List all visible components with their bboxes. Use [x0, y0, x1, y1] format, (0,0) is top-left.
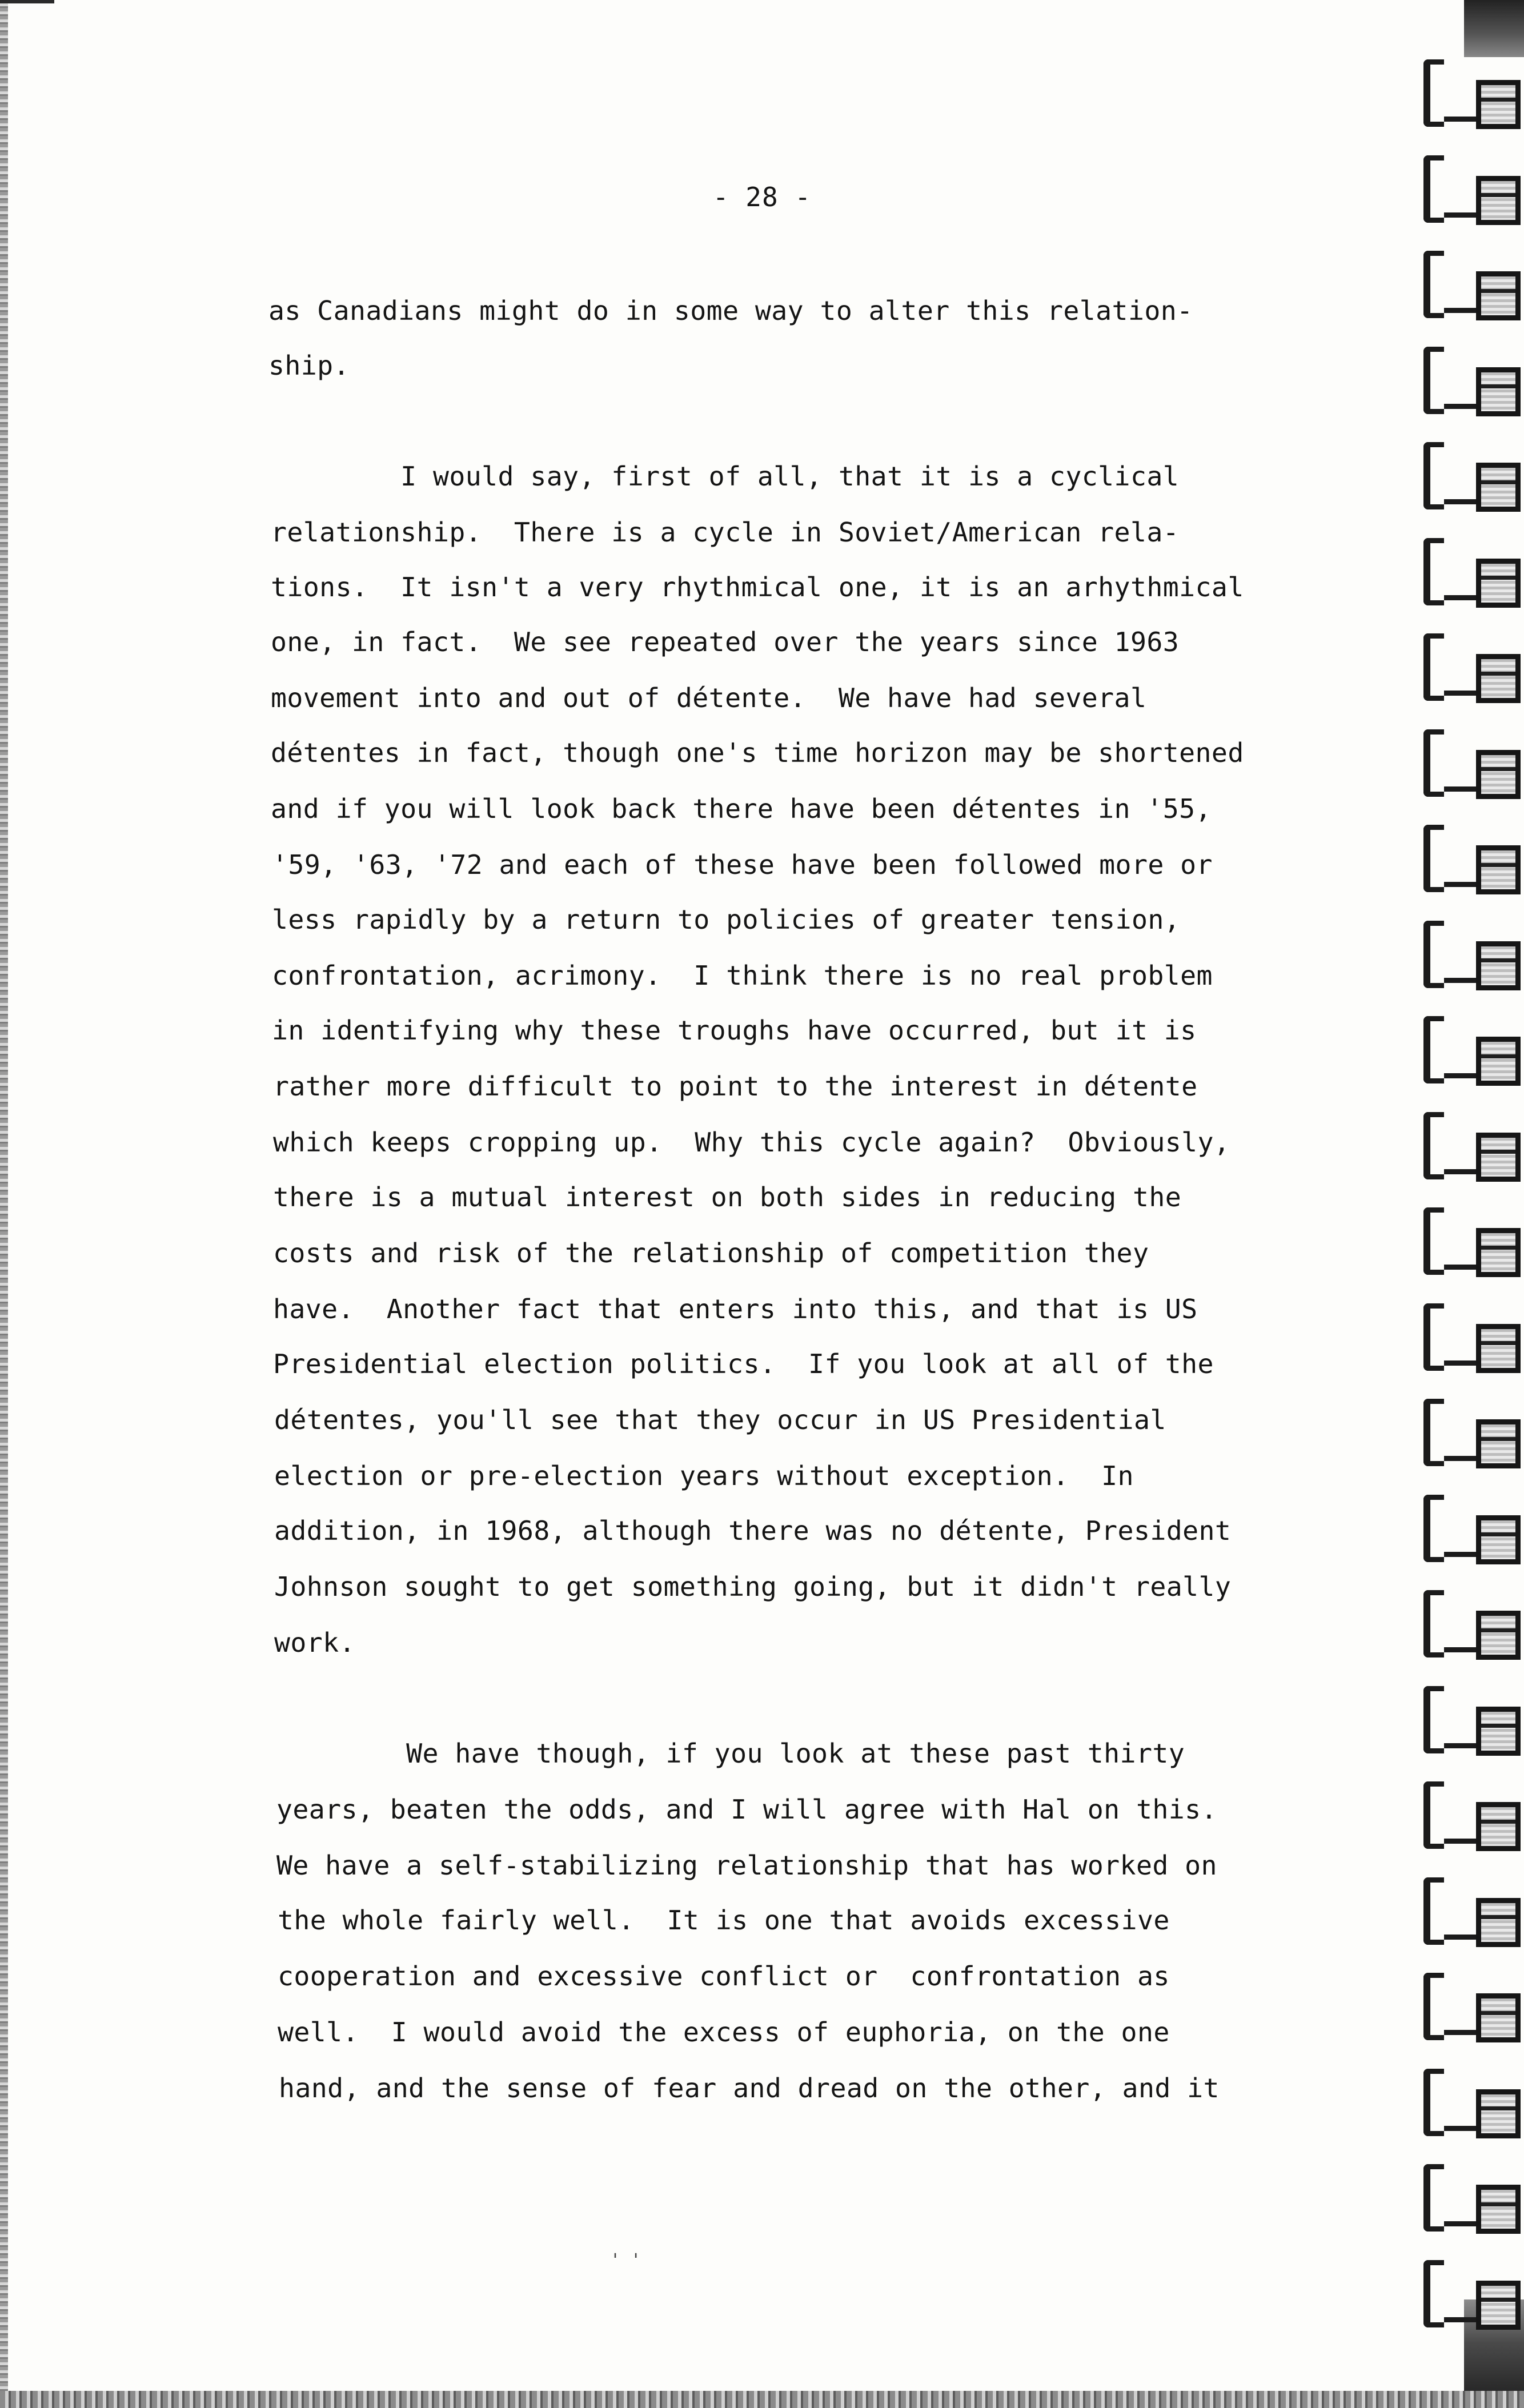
text-line: costs and risk of the relationship of competition they — [273, 1238, 1149, 1269]
coil-wire — [1444, 595, 1476, 600]
binding-hole — [1476, 1228, 1521, 1277]
coil-hook — [1423, 825, 1444, 892]
coil-wire — [1444, 1935, 1476, 1940]
binding-coil — [1423, 1201, 1521, 1286]
coil-hook — [1423, 347, 1444, 414]
binding-hole — [1476, 367, 1521, 416]
binding-coil — [1423, 340, 1521, 426]
binding-coil — [1423, 1105, 1521, 1191]
coil-wire — [1444, 117, 1476, 122]
binding-coil — [1423, 531, 1521, 617]
coil-wire — [1444, 1265, 1476, 1270]
binding-coil — [1423, 627, 1521, 712]
binding-coil — [1423, 2253, 1521, 2339]
binding-hole — [1476, 271, 1521, 320]
binding-coil — [1423, 1775, 1521, 1860]
coil-hook — [1423, 538, 1444, 605]
text-line: Presidential election politics. If you look at all of the — [273, 1349, 1214, 1379]
text-line: détentes in fact, though one's time horizon may be shortened — [271, 737, 1244, 768]
coil-wire — [1444, 2030, 1476, 2035]
coil-hook — [1423, 1016, 1444, 1083]
coil-hook — [1423, 633, 1444, 701]
coil-hook — [1423, 1495, 1444, 1562]
coil-wire — [1444, 1360, 1476, 1366]
coil-hook — [1423, 1686, 1444, 1753]
binding-hole — [1476, 559, 1521, 608]
scan-top-mark — [0, 0, 54, 3]
binding-hole — [1476, 2089, 1521, 2138]
coil-wire — [1444, 1456, 1476, 1461]
text-line: the whole fairly well. It is one that avoids excessive — [278, 1905, 1170, 1936]
coil-hook — [1423, 1590, 1444, 1657]
binding-hole — [1476, 845, 1521, 894]
text-line: détentes, you'll see that they occur in US Presidential — [274, 1404, 1166, 1435]
text-line: one, in fact. We see repeated over the years since 1963 — [271, 627, 1180, 657]
binding-hole — [1476, 2185, 1521, 2234]
binding-hole — [1476, 750, 1521, 799]
binding-coil — [1423, 1009, 1521, 1095]
coil-wire — [1444, 978, 1476, 983]
coil-hook — [1423, 729, 1444, 797]
coil-hook — [1423, 59, 1444, 127]
binding-hole — [1476, 80, 1521, 129]
binding-hole — [1476, 463, 1521, 512]
binding-coil — [1423, 244, 1521, 330]
text-line: years, beaten the odds, and I will agree with Hal on this. — [276, 1794, 1217, 1825]
text-line: election or pre-election years without exception. In — [274, 1460, 1134, 1491]
binding-hole — [1476, 176, 1521, 225]
coil-hook — [1423, 155, 1444, 223]
text-line: less rapidly by a return to policies of greater tension, — [272, 904, 1181, 935]
binding-hole — [1476, 941, 1521, 990]
coil-hook — [1423, 251, 1444, 318]
footer-mark: ' ' — [610, 2250, 641, 2270]
page-number: - 28 - — [712, 182, 812, 212]
binding-coil — [1423, 1679, 1521, 1765]
binding-coil — [1423, 1583, 1521, 1669]
binding-coil — [1423, 1871, 1521, 1956]
text-line: as Canadians might do in some way to alter this relation- — [268, 295, 1193, 326]
text-line: I would say, first of all, that it is a cyclical — [271, 461, 1180, 492]
binding-coil — [1423, 818, 1521, 904]
coil-wire — [1444, 308, 1476, 313]
text-line: relationship. There is a cycle in Soviet/American rela- — [271, 517, 1180, 548]
binding-top-cap — [1464, 0, 1524, 57]
coil-hook — [1423, 1207, 1444, 1275]
coil-hook — [1423, 1973, 1444, 2040]
coil-wire — [1444, 882, 1476, 887]
binding-coil — [1423, 914, 1521, 1000]
coil-wire — [1444, 2221, 1476, 2226]
binding-coil — [1423, 1392, 1521, 1478]
text-line: there is a mutual interest on both sides in reducing the — [273, 1182, 1182, 1213]
coil-wire — [1444, 499, 1476, 504]
coil-wire — [1444, 1647, 1476, 1652]
scan-bottom-edge — [0, 2391, 1524, 2408]
text-line: and if you will look back there have been détentes in '55, — [271, 793, 1212, 824]
binding-coil — [1423, 1297, 1521, 1382]
coil-wire — [1444, 1839, 1476, 1844]
text-line: work. — [274, 1627, 355, 1658]
binding-hole — [1476, 1515, 1521, 1564]
binding-coil — [1423, 1966, 1521, 2052]
spiral-binding — [1415, 0, 1524, 2408]
text-line: which keeps cropping up. Why this cycle again? Obviously, — [273, 1127, 1230, 1158]
binding-hole — [1476, 2281, 1521, 2330]
binding-hole — [1476, 1324, 1521, 1373]
coil-hook — [1423, 1781, 1444, 1849]
coil-wire — [1444, 2126, 1476, 2131]
binding-coil — [1423, 435, 1521, 521]
text-line: Johnson sought to get something going, but it didn't really — [274, 1571, 1232, 1602]
scan-left-edge — [0, 0, 8, 2408]
coil-wire — [1444, 212, 1476, 218]
text-line: '59, '63, '72 and each of these have been followed more or — [272, 849, 1213, 880]
coil-hook — [1423, 442, 1444, 509]
binding-hole — [1476, 1707, 1521, 1756]
text-line: confrontation, acrimony. I think there is no real problem — [272, 960, 1213, 991]
text-line: tions. It isn't a very rhythmical one, it is an arhythmical — [271, 572, 1244, 603]
coil-hook — [1423, 2260, 1444, 2327]
binding-hole — [1476, 1133, 1521, 1182]
coil-wire — [1444, 1169, 1476, 1174]
text-line: have. Another fact that enters into this, and that is US — [273, 1294, 1198, 1325]
text-line: hand, and the sense of fear and dread on the other, and it — [279, 2073, 1220, 2104]
binding-coil — [1423, 2157, 1521, 2243]
binding-hole — [1476, 1993, 1521, 2042]
coil-hook — [1423, 1303, 1444, 1371]
text-line: ship. — [268, 350, 350, 381]
coil-hook — [1423, 1399, 1444, 1466]
coil-hook — [1423, 1877, 1444, 1945]
coil-wire — [1444, 786, 1476, 792]
text-line: rather more difficult to point to the interest in détente — [273, 1071, 1198, 1102]
binding-coil — [1423, 149, 1521, 234]
coil-hook — [1423, 2069, 1444, 2136]
coil-hook — [1423, 1112, 1444, 1179]
text-line: well. I would avoid the excess of euphoria, on the one — [278, 2017, 1170, 2048]
binding-hole — [1476, 1611, 1521, 1660]
text-line: We have though, if you look at these past thirty — [276, 1738, 1185, 1769]
text-line: in identifying why these troughs have occurred, but it is — [272, 1015, 1197, 1046]
coil-wire — [1444, 1552, 1476, 1557]
binding-coil — [1423, 53, 1521, 138]
text-line: We have a self-stabilizing relationship that has worked on — [276, 1850, 1217, 1881]
binding-hole — [1476, 1898, 1521, 1947]
coil-wire — [1444, 1743, 1476, 1748]
coil-hook — [1423, 921, 1444, 988]
binding-coil — [1423, 723, 1521, 808]
coil-hook — [1423, 2164, 1444, 2232]
binding-hole — [1476, 654, 1521, 703]
binding-coil — [1423, 2062, 1521, 2148]
coil-wire — [1444, 1073, 1476, 1078]
text-line: addition, in 1968, although there was no détente, President — [274, 1515, 1232, 1546]
text-line: cooperation and excessive conflict or confrontation as — [278, 1961, 1170, 1992]
coil-wire — [1444, 2317, 1476, 2322]
text-line: movement into and out of détente. We have had several — [271, 683, 1147, 713]
coil-wire — [1444, 691, 1476, 696]
binding-hole — [1476, 1419, 1521, 1468]
coil-wire — [1444, 404, 1476, 409]
binding-hole — [1476, 1037, 1521, 1086]
binding-coil — [1423, 1488, 1521, 1574]
binding-hole — [1476, 1802, 1521, 1851]
